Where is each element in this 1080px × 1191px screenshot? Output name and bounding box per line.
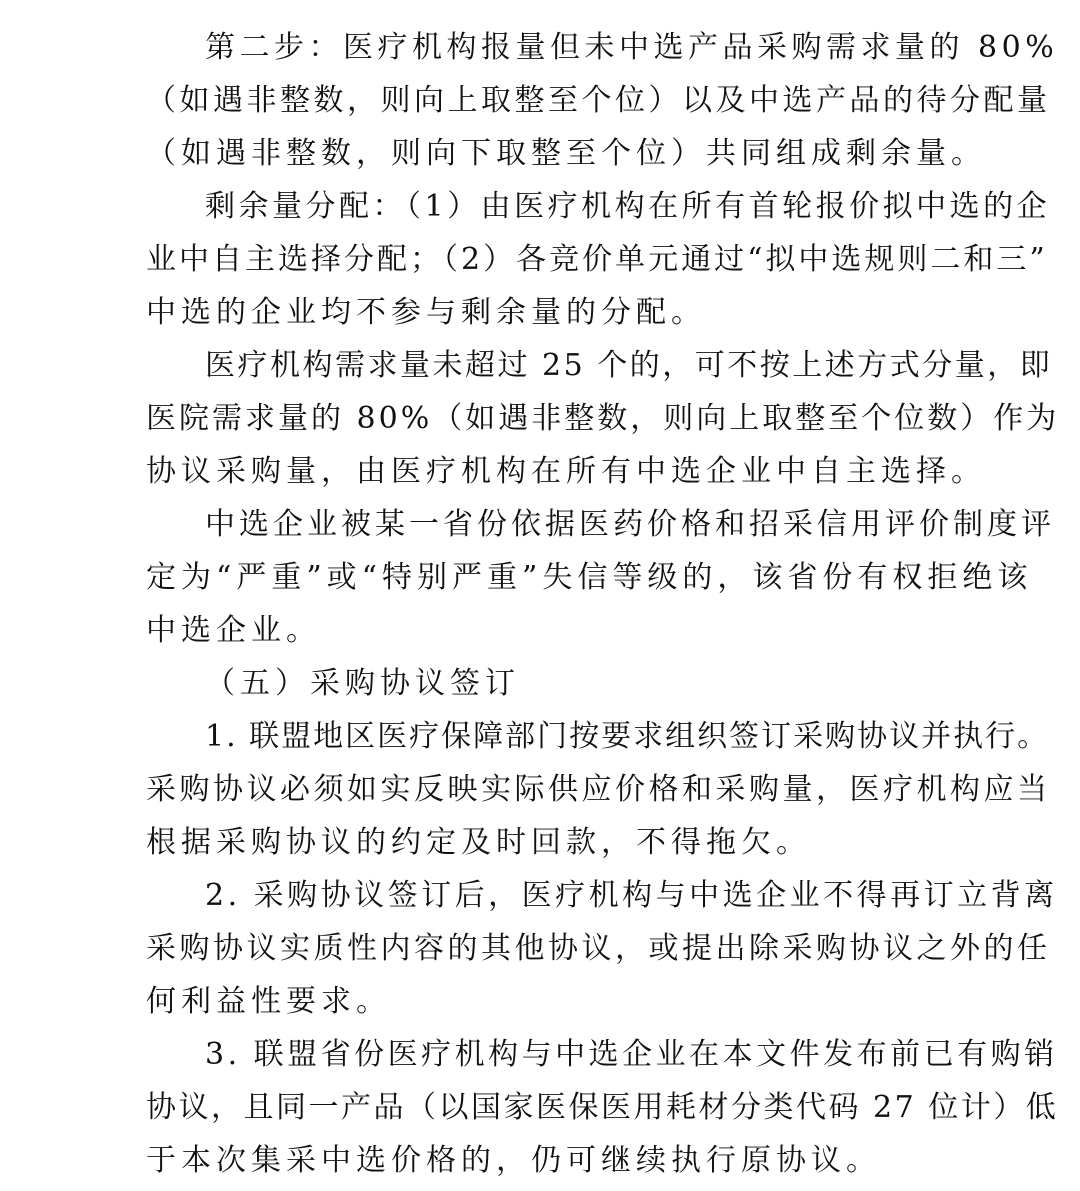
paragraph-line: 中选的企业均不参与剩余量的分配。 bbox=[146, 295, 706, 330]
paragraph-line: 医疗机构需求量未超过 25 个的，可不按上述方式分量，即 bbox=[205, 348, 1053, 383]
paragraph-line: 协议采购量，由医疗机构在所有中选企业中自主选择。 bbox=[146, 454, 986, 489]
paragraph-line: 1. 联盟地区医疗保障部门按要求组织签订采购协议并执行。 bbox=[205, 719, 1050, 754]
paragraph-line: 定为“严重”或“特别严重”失信等级的，该省份有权拒绝该 bbox=[146, 560, 1033, 595]
paragraph-line: 第二步：医疗机构报量但未中选产品采购需求量的 80% bbox=[205, 30, 1059, 65]
paragraph-line: 何利益性要求。 bbox=[146, 984, 391, 1019]
paragraph-line: 3. 联盟省份医疗机构与中选企业在本文件发布前已有购销 bbox=[205, 1037, 1058, 1072]
paragraph-line: 中选企业被某一省份依据医药价格和招采信用评价制度评 bbox=[205, 507, 1055, 542]
paragraph-line: 2. 采购协议签订后，医疗机构与中选企业不得再订立背离 bbox=[205, 878, 1058, 913]
paragraph-line: （如遇非整数，则向上取整至个位）以及中选产品的待分配量 bbox=[146, 83, 1051, 118]
paragraph-line: 于本次集采中选价格的，仍可继续执行原协议。 bbox=[146, 1143, 881, 1178]
paragraph-line: （如遇非整数，则向下取整至个位）共同组成剩余量。 bbox=[146, 136, 986, 171]
paragraph-line: 中选企业。 bbox=[146, 613, 321, 648]
paragraph-line: 剩余量分配：（1）由医疗机构在所有首轮报价拟中选的企 bbox=[205, 189, 1051, 224]
paragraph-line: 医院需求量的 80%（如遇非整数，则向上取整至个位数）作为 bbox=[146, 401, 1060, 436]
paragraph-line: 根据采购协议的约定及时回款，不得拖欠。 bbox=[146, 825, 811, 860]
paragraph-line: 业中自主选择分配；（2）各竞价单元通过“拟中选规则二和三” bbox=[146, 242, 1048, 277]
paragraph-line: 采购协议实质性内容的其他协议，或提出除采购协议之外的任 bbox=[146, 931, 1051, 966]
paragraph-line: 协议，且同一产品（以国家医保医用耗材分类代码 27 位计）低 bbox=[146, 1090, 1059, 1125]
paragraph-line: 采购协议必须如实反映实际供应价格和采购量，医疗机构应当 bbox=[146, 772, 1051, 807]
section-heading: （五）采购协议签订 bbox=[205, 666, 520, 701]
